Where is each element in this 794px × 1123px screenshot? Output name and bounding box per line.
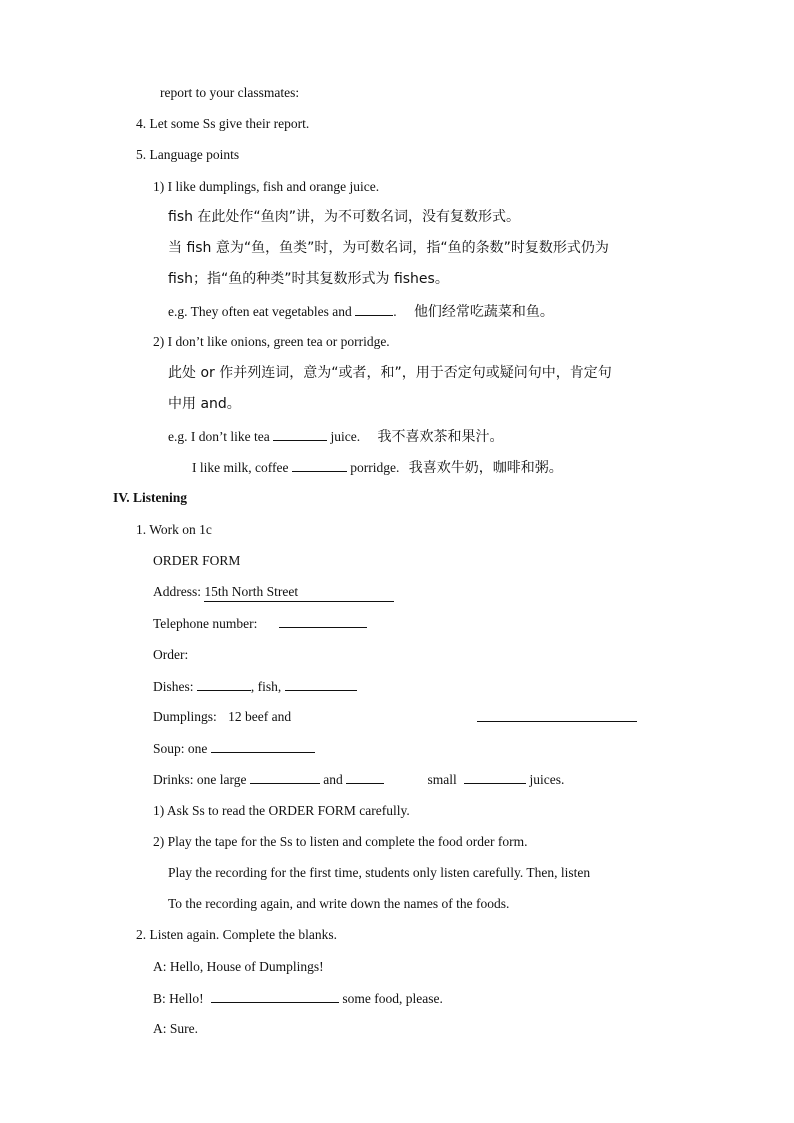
fill-blank[interactable] <box>211 989 339 1003</box>
example-text: porridge. <box>350 460 400 475</box>
form-title: ORDER FORM <box>153 553 241 568</box>
dialogue-text: some food, please. <box>342 991 443 1006</box>
fill-blank[interactable] <box>279 614 367 628</box>
form-label: Address: <box>153 584 201 599</box>
form-label: Drinks: one large <box>153 772 247 787</box>
translation: 我喜欢牛奶，咖啡和粥。 <box>408 460 563 476</box>
text-line: fish；指“鱼的种类”时其复数形式为 fishes。 <box>168 271 449 287</box>
example-text: e.g. They often eat vegetables and <box>168 304 352 319</box>
form-telephone <box>153 614 367 633</box>
form-label: Soup: one <box>153 741 208 756</box>
translation: 我不喜欢茶和果汁。 <box>377 429 504 445</box>
text-line: 5. Language points <box>136 147 240 162</box>
dialogue-line <box>153 989 443 1008</box>
example-line <box>192 458 563 477</box>
example-line <box>168 302 554 321</box>
text-line: 中用 and。 <box>168 396 241 412</box>
text-line: 4. Let some Ss give their report. <box>136 116 310 131</box>
form-dishes <box>153 677 357 696</box>
form-text: small <box>427 772 457 787</box>
fill-blank-line[interactable] <box>477 708 637 727</box>
fill-blank[interactable] <box>285 677 357 691</box>
example-text: juice. <box>330 429 361 444</box>
text-line: 当 fish 意为“鱼，鱼类”时，为可数名词，指“鱼的条数”时复数形式仍为 <box>168 240 609 256</box>
text-line: 1) Ask Ss to read the ORDER FORM carefully. <box>153 803 410 818</box>
text-line: report to your classmates: <box>160 85 300 100</box>
fill-blank[interactable] <box>464 770 526 784</box>
fill-blank[interactable] <box>250 770 320 784</box>
text-line: 2. Listen again. Complete the blanks. <box>136 927 337 942</box>
fill-blank[interactable] <box>273 427 327 441</box>
form-text: juices. <box>529 772 565 787</box>
example-line <box>168 427 503 446</box>
text-line: fish 在此处作“鱼肉”讲，为不可数名词，没有复数形式。 <box>168 209 520 225</box>
form-drinks <box>153 770 564 789</box>
form-label: Dumplings: <box>153 709 217 724</box>
text-line: 2) I don’t like onions, green tea or porridge. <box>153 334 390 349</box>
text-line: 1) I like dumplings, fish and orange juice. <box>153 179 380 194</box>
translation: 他们经常吃蔬菜和鱼。 <box>413 304 554 320</box>
form-order: Order: <box>153 647 189 662</box>
text-line: 2) Play the tape for the Ss to listen and complete the food order form. <box>153 834 528 849</box>
form-text: 12 beef and <box>228 709 292 724</box>
form-text: and <box>323 772 343 787</box>
dialogue-line: A: Hello, House of Dumplings! <box>153 959 324 974</box>
form-dumplings <box>153 708 291 726</box>
section-heading: IV. Listening <box>113 490 188 505</box>
dialogue-line: A: Sure. <box>153 1021 198 1036</box>
text-line: Play the recording for the first time, students only listen carefully. Then, listen <box>168 865 591 880</box>
fill-blank[interactable] <box>346 770 384 784</box>
form-label: Telephone number: <box>153 616 258 631</box>
text-line: 1. Work on 1c <box>136 522 212 537</box>
fill-blank[interactable] <box>477 708 637 722</box>
form-label: Dishes: <box>153 679 194 694</box>
form-text: , fish, <box>250 679 282 694</box>
fill-blank[interactable] <box>211 739 315 753</box>
fill-blank[interactable] <box>355 302 393 316</box>
example-text: e.g. I don’t like tea <box>168 429 270 444</box>
fill-blank[interactable] <box>292 458 347 472</box>
form-address <box>153 583 394 602</box>
example-text: I like milk, coffee <box>192 460 289 475</box>
dialogue-text: B: Hello! <box>153 991 204 1006</box>
example-text: . <box>393 304 397 319</box>
text-line: To the recording again, and write down the names of the foods. <box>168 896 510 911</box>
text-line: 此处 or 作并列连词，意为“或者，和”，用于否定句或疑问句中，肯定句 <box>168 365 612 381</box>
fill-blank[interactable] <box>197 677 251 691</box>
address-value: 15th North Street <box>204 583 394 602</box>
form-soup <box>153 739 315 758</box>
